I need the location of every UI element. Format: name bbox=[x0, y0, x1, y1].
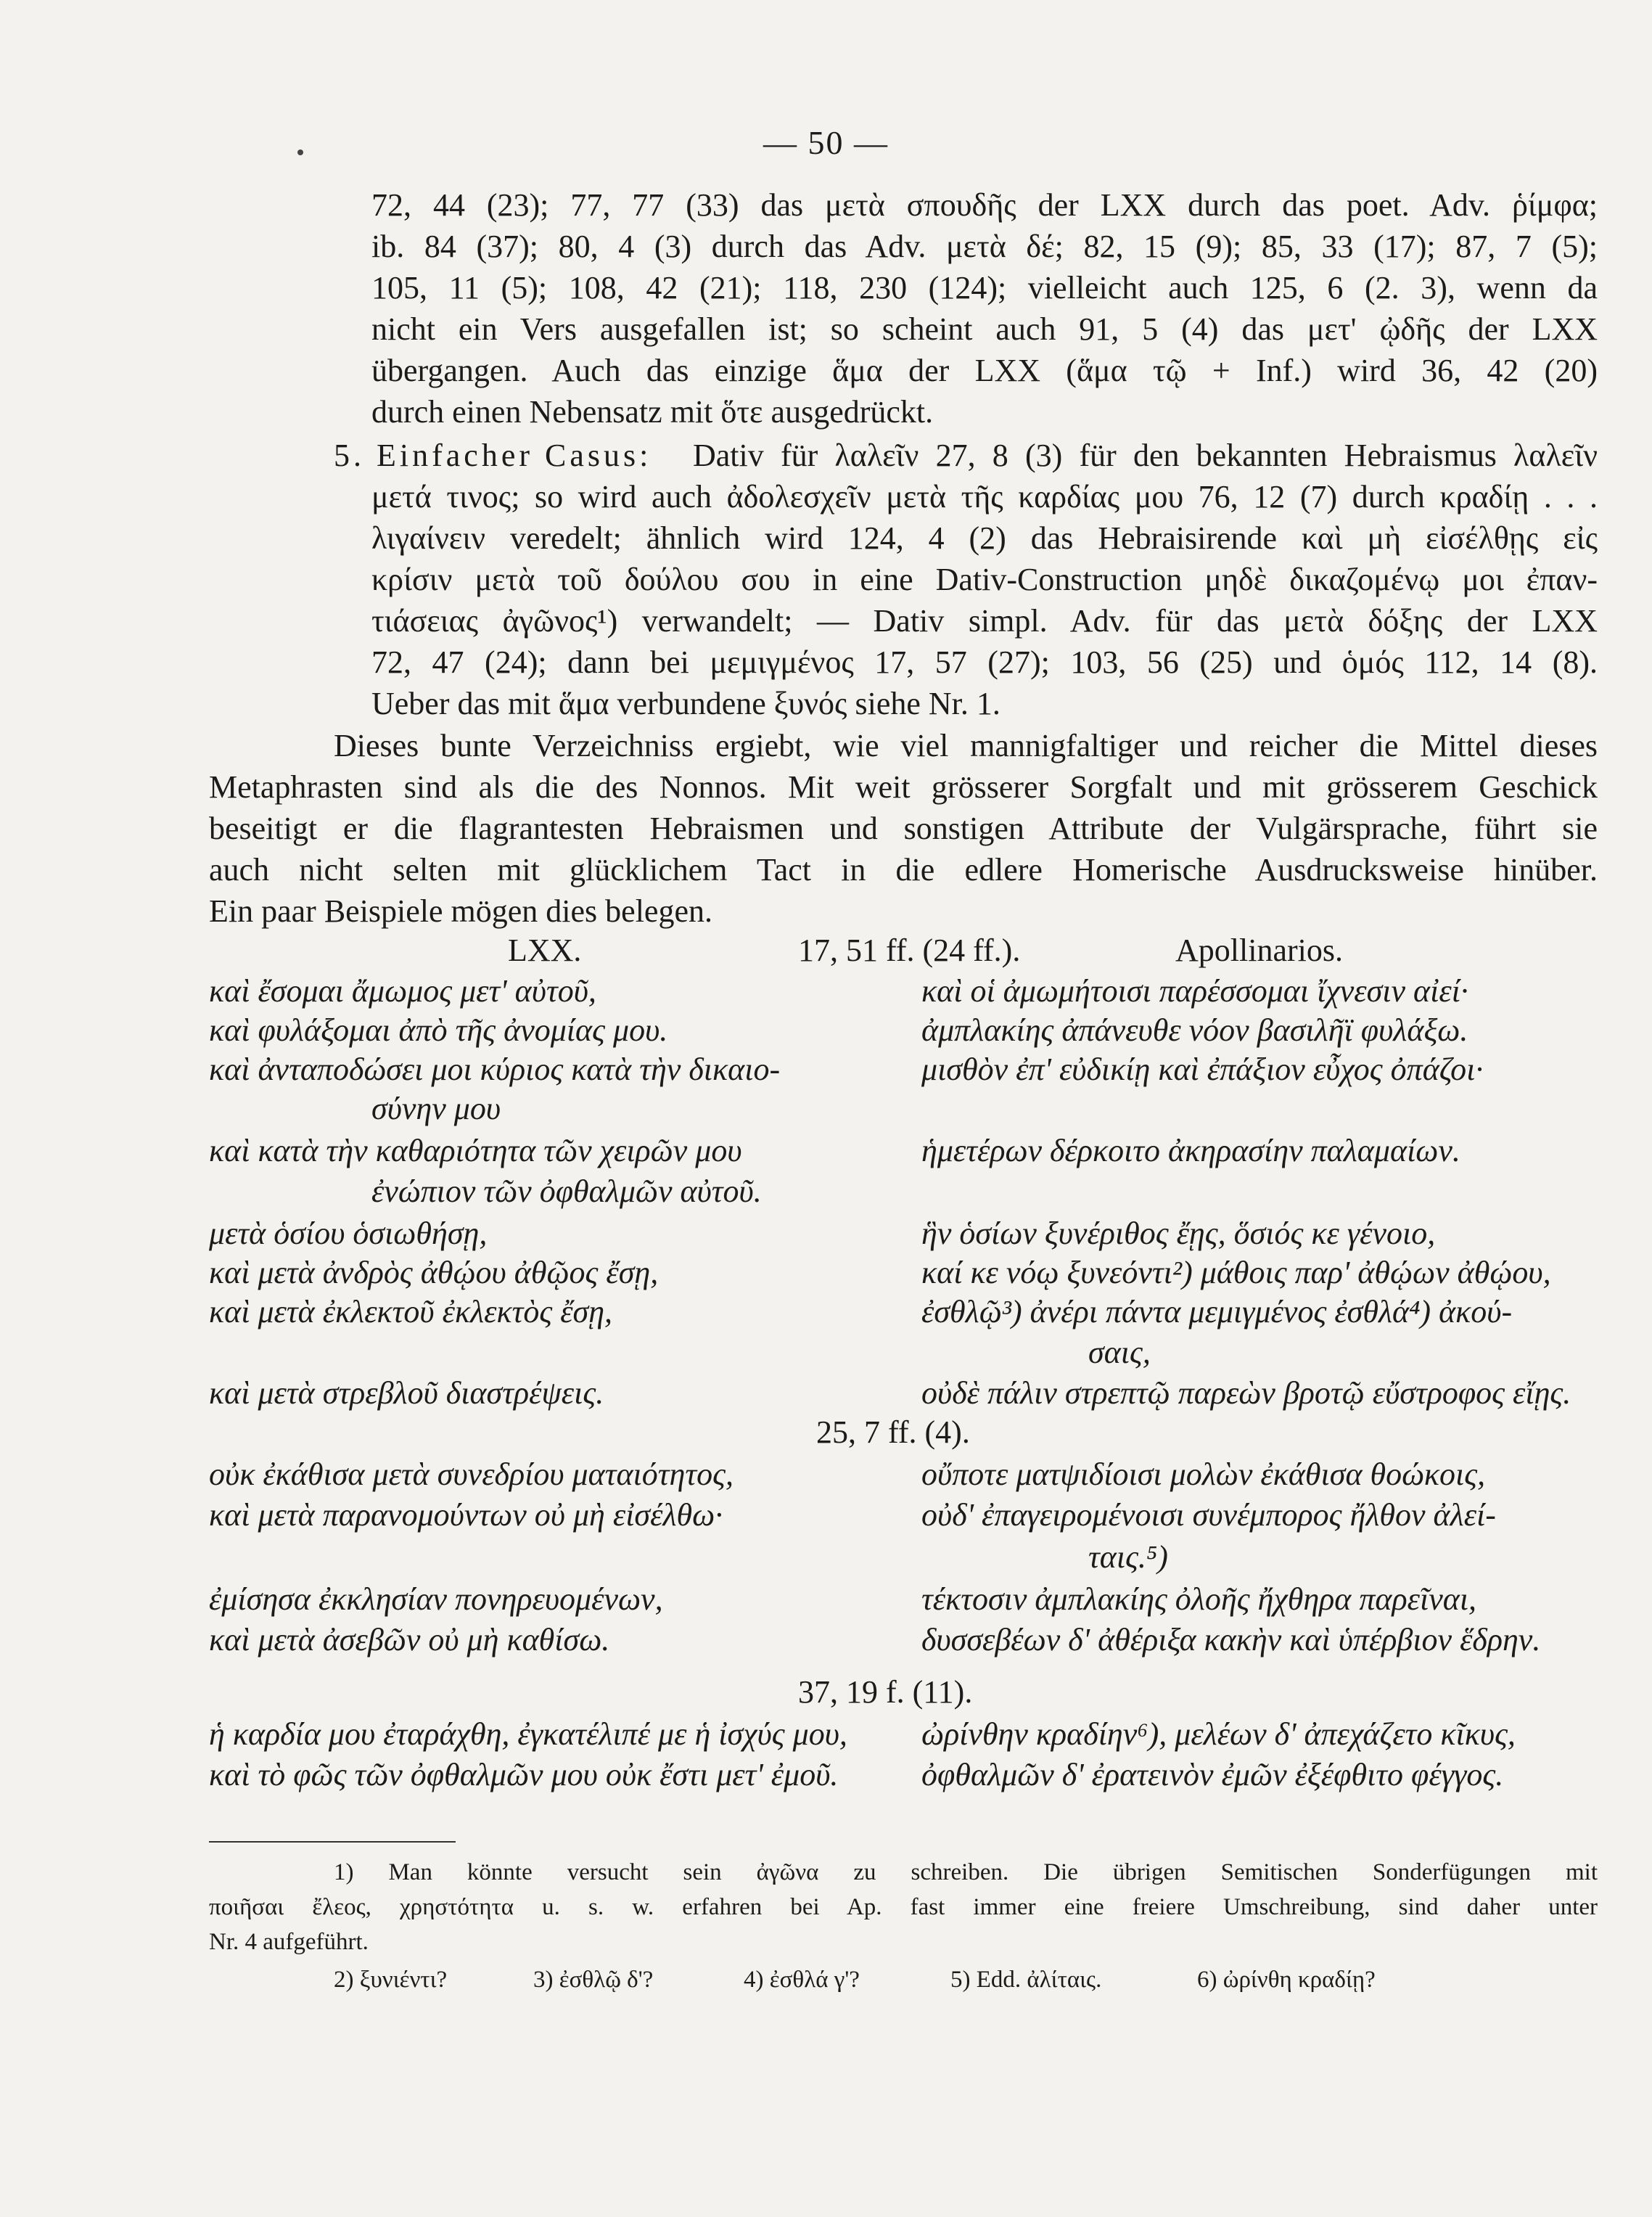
text-line: nicht ein Vers ausgefallen ist; so scheint auch 91, 5 (4) das μετ' ᾠδῆς der LXX bbox=[371, 311, 1598, 347]
apollinarios-verse: ἐσθλῷ³) ἀνέρι πάντα μεμιγμένος ἐσθλά⁴) ἀκού- bbox=[921, 1294, 1513, 1329]
lxx-verse: καὶ μετὰ ἐκλεκτοῦ ἐκλεκτὸς ἔσῃ, bbox=[209, 1294, 613, 1329]
text-line: κρίσιν μετὰ τοῦ δούλου σου in eine Dativ-Construction μηδὲ δικαζομένῳ μοι ἐπαν- bbox=[371, 562, 1598, 597]
apollinarios-verse: μισθὸν ἐπ' εὐδικίῃ καὶ ἐπάξιον εὖχος ὀπάζοι· bbox=[921, 1052, 1484, 1087]
apollinarios-verse: ἀμπλακίης ἀπάνευθε νόον βασιλῆϊ φυλάξω. bbox=[921, 1012, 1468, 1048]
apollinarios-verse: οὔποτε ματψιδίοισι μολὼν ἐκάθισα θοώκοις, bbox=[921, 1456, 1486, 1492]
apollinarios-verse: οὐδὲ πάλιν στρεπτῷ παρεὼν βροτῷ εὔστροφος εἴῃς. bbox=[921, 1375, 1571, 1411]
lxx-verse: καὶ τὸ φῶς τῶν ὀφθαλμῶν μου οὐκ ἔστι μετ' ἐμοῦ. bbox=[209, 1757, 839, 1792]
text-line: beseitigt er die flagrantesten Hebraismen und sonstigen Attribute der Vulgärsprache, führt sie bbox=[209, 811, 1598, 846]
lxx-verse: σύνην μου bbox=[371, 1091, 501, 1126]
section-heading: 5. Einfacher Casus: bbox=[334, 438, 652, 473]
psalm-reference: 17, 51 ff. (24 ff.). bbox=[798, 933, 1021, 968]
lxx-verse: μετὰ ὁσίου ὁσιωθήσῃ, bbox=[209, 1216, 488, 1251]
text-line: Ein paar Beispiele mögen dies belegen. bbox=[209, 893, 712, 929]
apollinarios-verse: οὐδ' ἐπαγειρομένοισι συνέμπορος ἤλθον ἀλεί- bbox=[921, 1497, 1496, 1533]
footnote-short: 4) ἐσθλά γ'? bbox=[744, 1967, 860, 1993]
apollinarios-verse: ὀφθαλμῶν δ' ἐρατεινὸν ἐμῶν ἐξέφθιτο φέγγος. bbox=[921, 1757, 1504, 1792]
text-line: auch nicht selten mit glücklichem Tact in die edlere Homerische Ausdrucksweise hinüber. bbox=[209, 852, 1598, 888]
apollinarios-verse: καὶ οἱ ἀμωμήτοισι παρέσσομαι ἴχνεσιν αἰεί· bbox=[921, 973, 1468, 1009]
lxx-verse: καὶ κατὰ τὴν καθαριότητα τῶν χειρῶν μου bbox=[209, 1133, 742, 1168]
text-line: Ueber das mit ἅμα verbundene ξυνός siehe Nr. 1. bbox=[371, 686, 1000, 721]
lxx-verse: ἐμίσησα ἐκκλησίαν πονηρευομένων, bbox=[209, 1581, 663, 1617]
footnote-short: 6) ὠρίνθη κραδίῃ? bbox=[1197, 1967, 1376, 1993]
column-heading-lxx: LXX. bbox=[508, 933, 582, 968]
text-line: Dieses bunte Verzeichniss ergiebt, wie viel mannigfaltiger und reicher die Mittel dieses bbox=[334, 728, 1598, 763]
apollinarios-verse: δυσσεβέων δ' ἀθέριξα κακὴν καὶ ὑπέρβιον ἕδρην. bbox=[921, 1622, 1541, 1657]
text-line: ib. 84 (37); 80, 4 (3) durch das Adv. μετὰ δέ; 82, 15 (9); 85, 33 (17); 87, 7 (5); bbox=[371, 229, 1598, 264]
footnote-line: ποιῆσαι ἔλεος, χρηστότητα u. s. w. erfahren bei Ap. fast immer eine freiere Umschreibung, sind daher unter bbox=[209, 1894, 1598, 1920]
text-line: 105, 11 (5); 108, 42 (21); 118, 230 (124); vielleicht auch 125, 6 (2. 3), wenn da bbox=[371, 270, 1598, 306]
text-line: μετά τινος; so wird auch ἀδολεσχεῖν μετὰ τῆς καρδίας μου 76, 12 (7) durch κραδίῃ . . . bbox=[371, 479, 1598, 515]
text-line: Dativ für λαλεῖν 27, 8 (3) für den bekannten Hebraismus λαλεῖν bbox=[693, 438, 1598, 473]
apollinarios-verse: ὠρίνθην κραδίην⁶), μελέων δ' ἀπεχάζετο κῖκυς, bbox=[921, 1716, 1516, 1752]
apollinarios-verse: ἣν ὁσίων ξυνέριθος ἔῃς, ὅσιός κε γένοιο, bbox=[921, 1216, 1436, 1251]
lxx-verse: καὶ μετὰ στρεβλοῦ διαστρέψεις. bbox=[209, 1375, 604, 1411]
text-line: τιάσειας ἀγῶνος¹) verwandelt; — Dativ simpl. Adv. für das μετὰ δόξης der LXX bbox=[371, 603, 1598, 639]
lxx-verse: ἐνώπιον τῶν ὀφθαλμῶν αὐτοῦ. bbox=[371, 1173, 762, 1209]
footnote-divider bbox=[209, 1841, 456, 1843]
text-line: übergangen. Auch das einzige ἅμα der LXX (ἅμα τῷ + Inf.) wird 36, 42 (20) bbox=[371, 353, 1598, 388]
text-line: durch einen Nebensatz mit ὅτε ausgedrückt. bbox=[371, 394, 934, 430]
apollinarios-verse: ταις.⁵) bbox=[1088, 1539, 1168, 1575]
page-number: — 50 — bbox=[763, 124, 889, 161]
apollinarios-verse: σαις, bbox=[1088, 1335, 1151, 1370]
footnote-line: Nr. 4 aufgeführt. bbox=[209, 1929, 369, 1955]
psalm-reference: 25, 7 ff. (4). bbox=[816, 1414, 970, 1450]
lxx-verse: καὶ μετὰ παρανομούντων οὐ μὴ εἰσέλθω· bbox=[209, 1497, 723, 1533]
text-line: Metaphrasten sind als die des Nonnos. Mit weit grösserer Sorgfalt und mit grösserem Geschick bbox=[209, 769, 1598, 805]
apollinarios-verse: τέκτοσιν ἀμπλακίης ὀλοῆς ἤχθηρα παρεῖναι, bbox=[921, 1581, 1477, 1617]
lxx-verse: καὶ μετὰ ἀνδρὸς ἀθῴου ἀθῷος ἔσῃ, bbox=[209, 1255, 659, 1290]
footnote-line: 1) Man könnte versucht sein ἀγῶνα zu schreiben. Die übrigen Semitischen Sonderfügungen mit bbox=[334, 1859, 1598, 1885]
column-heading-apollinarios: Apollinarios. bbox=[1175, 933, 1343, 968]
text-line: λιγαίνειν veredelt; ähnlich wird 124, 4 (2) das Hebraisirende καὶ μὴ εἰσέλθῃς εἰς bbox=[371, 520, 1598, 556]
lxx-verse: καὶ ἀνταποδώσει μοι κύριος κατὰ τὴν δικαιο- bbox=[209, 1052, 781, 1087]
apollinarios-verse: καί κε νόῳ ξυνεόντι²) μάθοις παρ' ἀθῴων ἀθῴου, bbox=[921, 1255, 1551, 1290]
lxx-verse: καὶ φυλάξομαι ἀπὸ τῆς ἀνομίας μου. bbox=[209, 1012, 668, 1048]
lxx-verse: καὶ ἔσομαι ἄμωμος μετ' αὐτοῦ, bbox=[209, 973, 596, 1009]
lxx-verse: οὐκ ἐκάθισα μετὰ συνεδρίου ματαιότητος, bbox=[209, 1456, 733, 1492]
footnote-short: 5) Edd. ἀλίταις. bbox=[950, 1967, 1102, 1993]
footnote-short: 2) ξυνιέντι? bbox=[334, 1967, 448, 1993]
apollinarios-verse: ἡμετέρων δέρκοιτο ἀκηρασίην παλαμαίων. bbox=[921, 1133, 1460, 1168]
lxx-verse: καὶ μετὰ ἀσεβῶν οὐ μὴ καθίσω. bbox=[209, 1622, 610, 1657]
text-line: 72, 47 (24); dann bei μεμιγμένος 17, 57 (27); 103, 56 (25) und ὁμός 112, 14 (8). bbox=[371, 644, 1598, 680]
text-line: 72, 44 (23); 77, 77 (33) das μετὰ σπουδῆς der LXX durch das poet. Adv. ῥίμφα; bbox=[371, 187, 1598, 223]
lxx-verse: ἡ καρδία μου ἐταράχθη, ἐγκατέλιπέ με ἡ ἰσχύς μου, bbox=[209, 1716, 847, 1752]
footnote-short: 3) ἐσθλῷ δ'? bbox=[533, 1967, 654, 1993]
psalm-reference: 37, 19 f. (11). bbox=[798, 1674, 973, 1710]
